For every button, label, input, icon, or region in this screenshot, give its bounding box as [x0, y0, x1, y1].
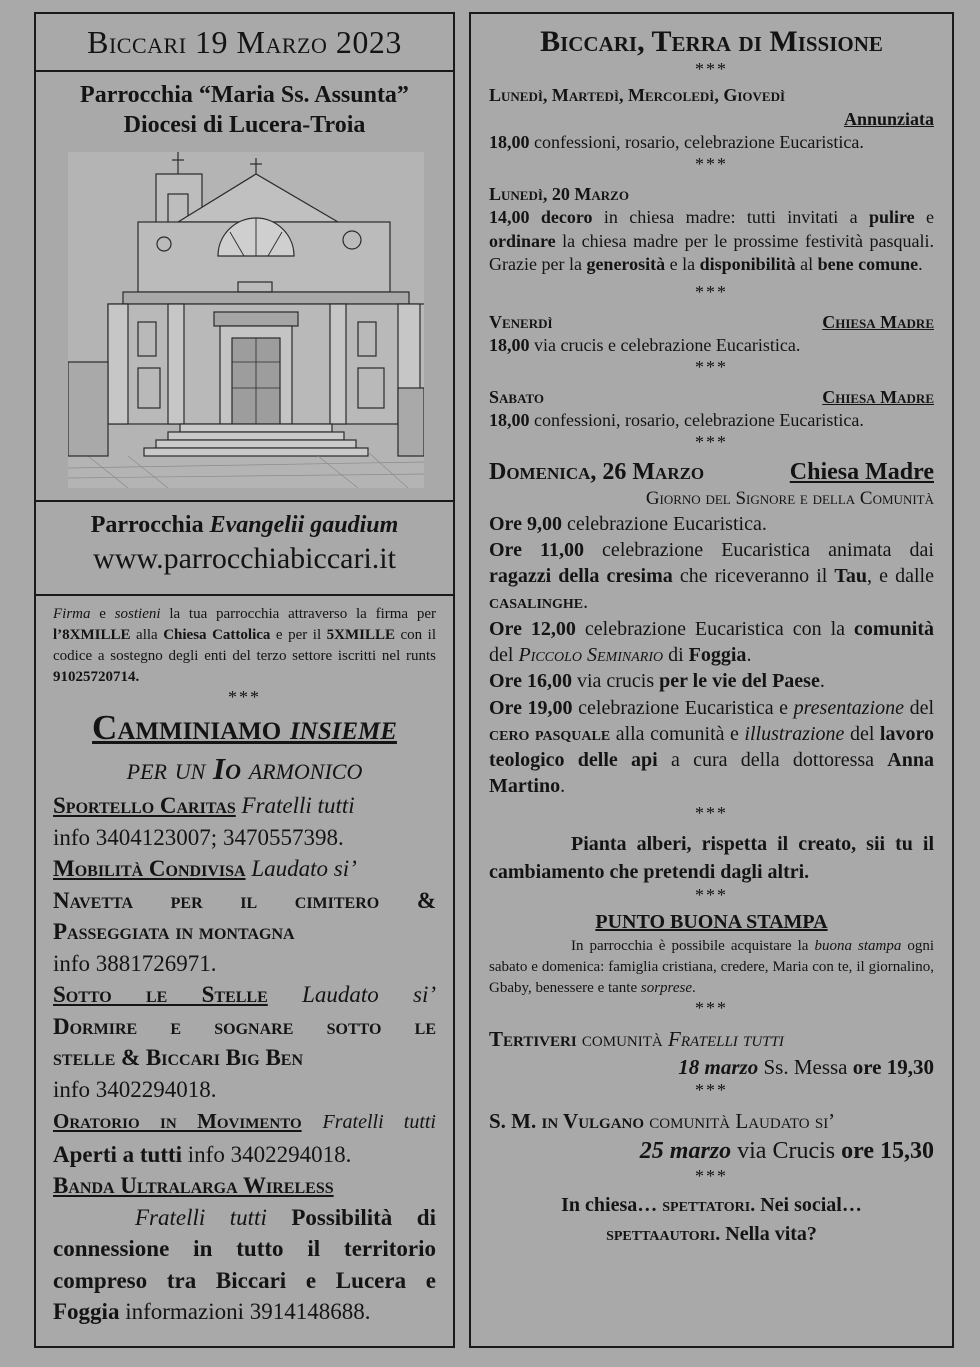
giorno-signore: Giorno del Signore e della Comunità	[645, 487, 934, 509]
buona-stampa-text: In parrocchia è possibile acquistare la buona stampa ogni sabato e domenica: famiglia cristiana, credere, Maria con te, il giornalino, Gbaby, benessere e tante sorprese.	[489, 937, 935, 996]
camminiamo-heading: Camminiamo insieme	[92, 708, 397, 747]
saturday-text: 18,00 confessioni, rosario, celebrazione Eucaristica.	[489, 410, 864, 430]
separator: ***	[695, 802, 728, 823]
monday-heading: Lunedì, 20 Marzo	[489, 183, 629, 204]
firma-paragraph: Firma e sostieni la tua parrocchia attraverso la firma per l’8XMILLE alla Chiesa Cattolica e per il 5XMILLE con il codice a sostegno degli enti del terzo settore iscritti nel runts 91025720714.	[53, 606, 437, 685]
separator: ***	[695, 153, 728, 174]
separator: ***	[695, 431, 728, 452]
separator: ***	[695, 356, 728, 377]
left-body	[36, 596, 453, 1328]
tertiveri-text: 18 marzo Ss. Messa ore 19,30	[678, 1054, 934, 1079]
closing-text: In chiesa… spettatori. Nei social… spettaautori. Nella vita?	[561, 1193, 862, 1245]
separator: ***	[695, 281, 728, 302]
quote-text: Pianta alberi, rispetta il creato, sii tu il cambiamento che pretendi dagli altri.	[489, 832, 934, 883]
io-armonico-heading: per un Io armonico	[126, 751, 363, 786]
weekdays-text: 18,00 confessioni, rosario, celebrazione Eucaristica.	[489, 132, 864, 152]
caritas-item: Sportello Caritas Fratelli tutti	[53, 793, 355, 818]
parish-block	[36, 72, 453, 502]
mobilita-item: Mobilità Condivisa Laudato si’	[53, 856, 357, 881]
evangelii-gaudium: Evangelii gaudium	[209, 512, 399, 538]
oratorio-item: Oratorio in Movimento Fratelli tutti	[53, 1109, 436, 1133]
diocese-name: Diocesi di Lucera-Troia	[123, 112, 366, 138]
bigben-text: stelle & Biccari Big Ben	[53, 1045, 304, 1070]
vulgano-text: 25 marzo via Crucis ore 15,30	[639, 1137, 934, 1164]
stelle-info: info 3402294018.	[53, 1076, 217, 1102]
separator: ***	[695, 59, 728, 79]
monday-text: 14,00 decoro in chiesa madre: tutti invitati a pulire e ordinare la chiesa madre per le prossime festività pasquali. Grazie per la generosità e la disponibilità al bene comune.	[489, 207, 935, 274]
website-link[interactable]: www.parrocchiabiccari.it	[93, 542, 396, 575]
buona-stampa-heading: PUNTO BUONA STAMPA	[595, 910, 828, 933]
vulgano-heading: S. M. in Vulgano comunità Laudato si’	[489, 1108, 836, 1133]
separator: ***	[228, 687, 261, 707]
right-column	[469, 12, 954, 1348]
saturday-heading: Sabato Chiesa Madre	[489, 386, 934, 407]
weekdays-heading: Lunedì, Martedì, Mercoledì, Giovedì	[489, 85, 786, 105]
date-title: Biccari 19 Marzo 2023	[36, 14, 453, 72]
sunday-schedule: Ore 9,00 celebrazione Eucaristica. Ore 11,00 celebrazione Eucaristica animata dai ragazzi della cresima che riceveranno il Tau, e dalle casalinghe. Ore 12,00 celebrazione Eucaristica con la comunità del Piccolo Seminario di Foggia. Ore 16,00 via crucis per le vie del Paese. Ore 19,00 celebrazione Eucaristica e presentazione del cero pasquale alla comunità e illustrazione del lavoro teologico delle api a cura della dottoressa Anna Martino.	[489, 512, 935, 798]
tertiveri-heading: Tertiveri comunità Fratelli tutti	[489, 1026, 784, 1051]
friday-heading: Venerdì Chiesa Madre	[489, 311, 934, 332]
separator: ***	[695, 884, 728, 905]
separator: ***	[695, 1079, 728, 1100]
dormire-text: Dormire e sognare sotto le	[53, 1013, 436, 1039]
left-column	[34, 12, 455, 1348]
caritas-info: info 3404123007; 3470557398.	[53, 824, 344, 850]
stelle-item: Sotto le Stelle Laudato si’	[53, 982, 437, 1007]
church-illustration	[68, 152, 424, 488]
sunday-heading: Domenica, 26 Marzo Chiesa Madre	[489, 458, 934, 485]
annunziata-label: Annunziata	[843, 108, 934, 129]
friday-text: 18,00 via crucis e celebrazione Eucaristica.	[489, 335, 801, 355]
banda-item: Banda Ultralarga Wireless	[53, 1173, 334, 1198]
parish-label: Parrocchia	[90, 512, 210, 538]
navetta-text: Navetta per il cimitero &	[53, 887, 436, 913]
separator: ***	[695, 997, 728, 1018]
separator: ***	[695, 1165, 728, 1186]
missione-title: Biccari, Terra di Missione	[540, 25, 883, 58]
banda-text: Fratelli tutti Possibilità di connessione in tutto il territorio compreso tra Biccari e Lucera e Foggia informazioni 3914148688.	[53, 1204, 436, 1324]
parish-name: Parrocchia “Maria Ss. Assunta”	[80, 82, 409, 108]
aperti-text: Aperti a tutti info 3402294018.	[53, 1141, 352, 1167]
mobilita-info: info 3881726971.	[53, 950, 217, 976]
passeggiata-text: Passeggiata in montagna	[53, 919, 295, 944]
services-list	[53, 790, 436, 1328]
website-block	[36, 502, 453, 596]
